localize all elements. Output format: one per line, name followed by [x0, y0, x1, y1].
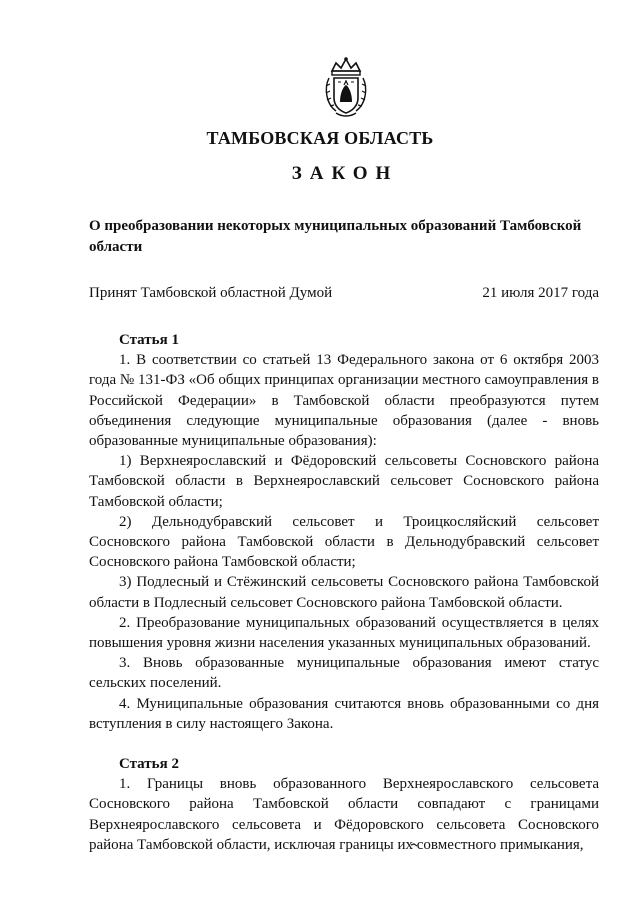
adoption-line — [89, 285, 599, 302]
article-paragraph: 4. Муниципальные образования считаются вновь образованными со дня вступления в силу настоящего Закона. — [89, 695, 599, 732]
law-body — [89, 330, 599, 855]
adopted-by: Принят Тамбовской областной Думой — [89, 285, 333, 301]
article-paragraph: 3. Вновь образованные муниципальные образования имеют статус сельских поселений. — [89, 655, 599, 692]
region-title: ТАМБОВСКАЯ ОБЛАСТЬ — [206, 128, 434, 148]
article-paragraph: 1. Границы вновь образованного Верхнеярославского сельсовета Сосновского района Тамбовской области совпадают с границами Верхнеярославского сельсовета и Фёдоровского сельсовета Сосновского района Тамбовской области, исключая границы их совместного примыкания, — [89, 776, 599, 853]
law-subject: О преобразовании некоторых муниципальных образований Тамбовской области — [89, 218, 582, 255]
document-type-title: ЗАКОН — [291, 163, 399, 184]
article-paragraph: 1. В соответствии со статьей 13 Федерального закона от 6 октября 2003 года № 131-ФЗ «Об общих принципах организации местного самоуправления в Российской Федерации» в Тамбовской области преобразуются путем объединения следующие муниципальные образования (далее - вновь образованные муниципальные образования): — [89, 352, 599, 450]
article-spacer — [89, 734, 599, 754]
article-paragraph: 3) Подлесный и Стёжинский сельсоветы Сосновского района Тамбовской области в Подлесный сельсовет Сосновского района Тамбовской области. — [89, 574, 599, 611]
article-heading: Статья 2 — [119, 756, 179, 773]
tambov-coat-of-arms-icon — [322, 56, 370, 118]
article — [89, 330, 599, 734]
stray-ink-mark — [410, 842, 418, 848]
article-paragraph: 1) Верхнеярославский и Фёдоровский сельсоветы Сосновского района Тамбовской области в Верхнеярославский сельсовет Сосновского района Тамбовской области; — [89, 453, 599, 510]
article — [89, 754, 599, 855]
article-paragraph: 2) Дельнодубравский сельсовет и Троицкосляйский сельсовет Сосновского района Тамбовской области в Дельнодубравский сельсовет Сосновского района Тамбовской области; — [89, 513, 599, 571]
article-heading: Статья 1 — [119, 332, 179, 348]
article-paragraph: 2. Преобразование муниципальных образований осуществляется в целях повышения уровня жизни населения указанных муниципальных образований. — [89, 614, 599, 652]
adopted-date: 21 июля 2017 года — [482, 285, 599, 301]
